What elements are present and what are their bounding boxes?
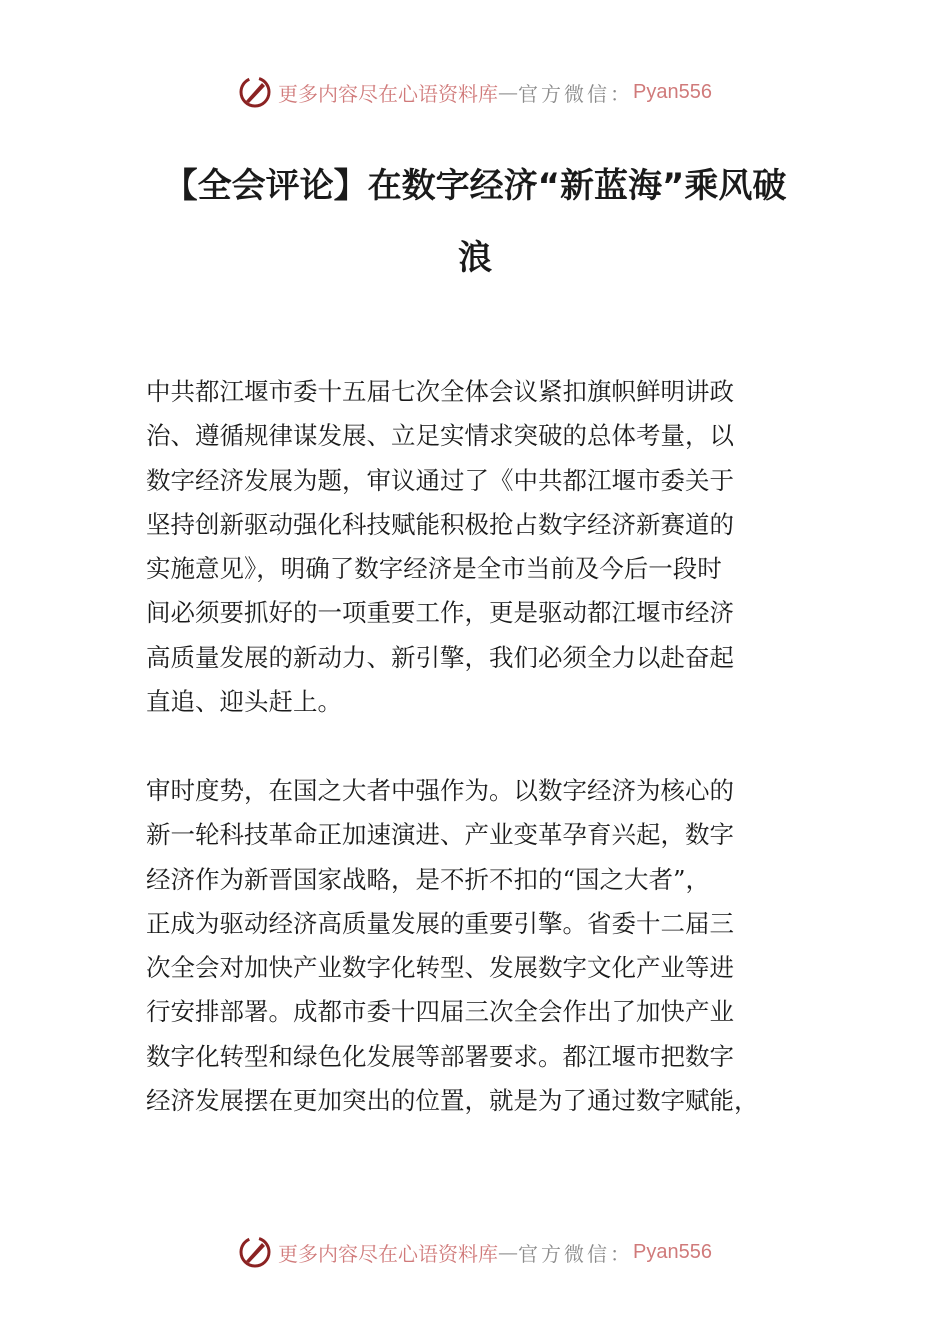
page-title: [140, 150, 810, 294]
logo-icon: [238, 1235, 272, 1269]
banner-text: 更多内容尽在心语资料库: [278, 1241, 499, 1266]
text-line: 直追、迎头赶上。: [146, 687, 342, 717]
text-line: 间必须要抓好的一项重要工作，更是驱动都江堰市经济: [146, 598, 734, 628]
title-line: 【全会评论】在数字经济“新蓝海”乘风破: [163, 166, 787, 206]
text-line: 高质量发展的新动力、新引擎，我们必须全力以赴奋起: [146, 642, 734, 672]
text-line: 新一轮科技革命正加速演进、产业变革孕育兴起，数字: [146, 820, 734, 850]
text-line: 中共都江堰市委十五届七次全体会议紧扣旗帜鲜明讲政: [146, 377, 734, 406]
banner-id: Pyan556: [633, 80, 712, 103]
text-line: 经济作为新晋国家战略，是不折不扣的“国之大者”，: [146, 864, 711, 894]
text-line: 正成为驱动经济高质量发展的重要引擎。省委十二届三: [146, 908, 734, 938]
text-line: 行安排部署。成都市委十四届三次全会作出了加快产业: [146, 997, 734, 1027]
text-line: 审时度势，在国之大者中强作为。以数字经济为核心的: [146, 776, 734, 805]
banner-text: 更多内容尽在心语资料库: [278, 81, 499, 106]
banner-label: 官方微信：: [518, 81, 634, 106]
banner-label: 官方微信：: [518, 1241, 634, 1266]
text-line: 数字化转型和绿色化发展等部署要求。都江堰市把数字: [146, 1041, 734, 1071]
text-line: 经济发展摆在更加突出的位置，就是为了通过数字赋能，: [146, 1086, 759, 1116]
paragraph: [146, 769, 826, 1123]
logo-icon: [238, 75, 272, 109]
text-line: 治、遵循规律谋发展、立足实情求突破的总体考量，以: [146, 421, 734, 451]
title-line: 浪: [458, 238, 492, 278]
paragraph: [146, 370, 826, 724]
banner-dash: —: [498, 80, 519, 104]
text-line: 数字经济发展为题，审议通过了《中共都江堰市委关于: [146, 465, 734, 495]
header-banner: [0, 72, 950, 112]
footer-banner: [0, 1232, 950, 1272]
text-line: 实施意见》，明确了数字经济是全市当前及今后一段时: [146, 554, 722, 584]
banner-dash: —: [498, 1240, 519, 1264]
text-line: 坚持创新驱动强化科技赋能积极抢占数字经济新赛道的: [146, 509, 734, 539]
banner-id: Pyan556: [633, 1240, 712, 1263]
text-line: 次全会对加快产业数字化转型、发展数字文化产业等进: [146, 953, 734, 983]
